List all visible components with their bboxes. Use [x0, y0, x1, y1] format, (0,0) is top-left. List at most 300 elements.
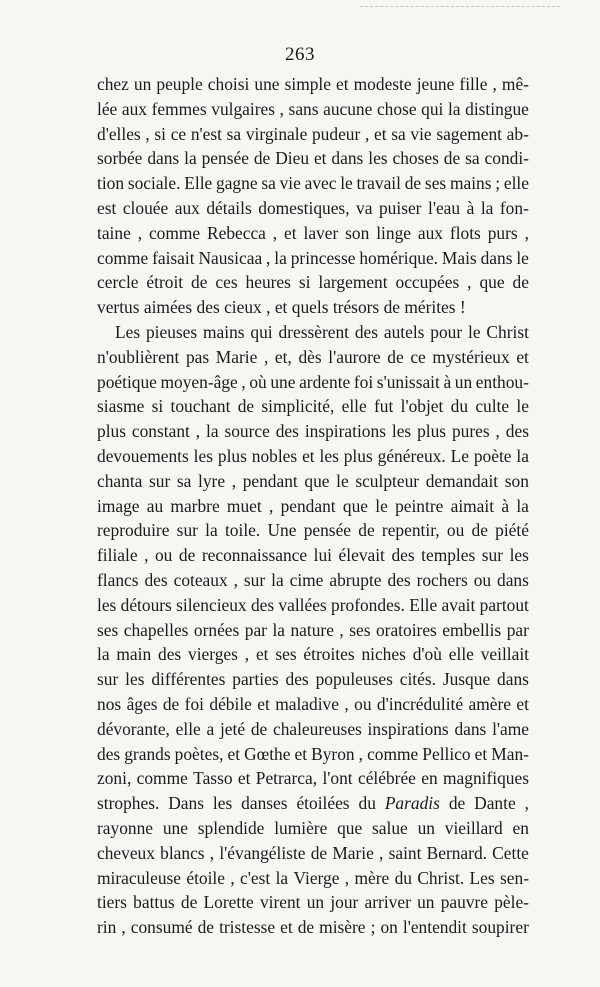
- word: Elle: [184, 173, 213, 194]
- word: sa: [261, 173, 276, 194]
- word: mérites: [404, 297, 456, 318]
- word: sur: [149, 470, 171, 491]
- word: piété: [495, 520, 529, 541]
- word: jeté: [219, 718, 246, 739]
- word: âges: [126, 693, 158, 714]
- word: de: [448, 793, 466, 814]
- word: Elle: [409, 594, 438, 615]
- page-body-text: [97, 72, 529, 940]
- word: Rebecca: [207, 222, 266, 243]
- word: sculpteur: [355, 470, 420, 491]
- word: travail: [356, 173, 401, 194]
- word: fut: [374, 396, 394, 417]
- word: Les: [469, 867, 495, 888]
- word: et: [516, 346, 529, 367]
- word: amère: [468, 693, 511, 714]
- word: sa: [226, 123, 242, 144]
- word: chaleureuses: [272, 718, 362, 739]
- word: Le: [450, 445, 469, 466]
- word: d'où: [412, 644, 442, 665]
- word: ,: [266, 247, 271, 268]
- word: lée: [97, 98, 118, 119]
- word: sans: [288, 98, 319, 119]
- word: l'ame: [492, 718, 529, 739]
- word: la: [274, 247, 287, 268]
- word: miraculeuse: [97, 867, 182, 888]
- word: ornées: [193, 619, 240, 640]
- word: occupées: [395, 272, 460, 293]
- word: virginale: [245, 123, 308, 144]
- word: siasme: [97, 396, 145, 417]
- word: et: [373, 123, 387, 144]
- word: dévorante,: [97, 718, 170, 739]
- word: lumière: [274, 817, 328, 838]
- word: gagne: [216, 173, 258, 194]
- word: à: [501, 495, 510, 516]
- text-line: [97, 667, 529, 692]
- word: de: [191, 272, 208, 293]
- word: ,: [137, 222, 143, 243]
- word: Gœthe: [244, 743, 291, 764]
- word: détours: [120, 594, 172, 615]
- word: et: [336, 74, 349, 94]
- word: les: [125, 669, 145, 690]
- word: choses: [392, 148, 439, 169]
- word: par: [506, 619, 529, 640]
- word: et: [227, 743, 241, 764]
- word: ce: [410, 346, 426, 367]
- word: le: [340, 173, 353, 194]
- word: ses: [275, 644, 297, 665]
- word: de: [310, 842, 328, 863]
- word: le: [516, 247, 529, 268]
- text-line: [97, 122, 529, 147]
- word: les: [368, 148, 388, 169]
- word: Christ: [486, 321, 529, 342]
- word: ,: [121, 917, 126, 938]
- word: muet: [226, 495, 262, 516]
- word: de: [383, 297, 400, 318]
- word: filiale: [97, 545, 138, 566]
- word: arriver: [364, 892, 411, 913]
- word: comme: [367, 743, 419, 764]
- word: célébrée: [357, 768, 416, 789]
- word: nobles: [251, 445, 298, 466]
- word: l'ont: [322, 768, 353, 789]
- word: pèle-: [494, 892, 529, 913]
- word: sa: [176, 470, 192, 491]
- word: étoile: [186, 867, 225, 888]
- word: poète: [473, 445, 512, 466]
- word: consumé: [130, 917, 193, 938]
- word: aux: [174, 197, 200, 218]
- word: pudeur: [311, 123, 361, 144]
- word: sociale.: [127, 173, 181, 194]
- word: les: [212, 793, 233, 814]
- word: cieux: [224, 297, 262, 318]
- word: danses: [241, 793, 288, 814]
- word: nos: [97, 693, 122, 714]
- word: ses: [349, 619, 371, 640]
- word: inspirations: [367, 718, 449, 739]
- word: partout: [479, 594, 529, 615]
- word: soupirer: [471, 917, 529, 938]
- word: pendant: [242, 470, 298, 491]
- word: chanta: [97, 470, 143, 491]
- text-line: [97, 742, 529, 767]
- text-line: [97, 692, 529, 717]
- word: ,: [279, 98, 284, 119]
- word: culte: [475, 396, 510, 417]
- word: son: [345, 222, 370, 243]
- word: pures: [451, 421, 490, 442]
- word: choisi: [207, 74, 250, 94]
- word: dans: [497, 669, 529, 690]
- word: dans: [147, 148, 180, 169]
- word: Paradis: [384, 793, 440, 814]
- word: temples: [421, 545, 476, 566]
- word: coteaux: [173, 569, 228, 590]
- word: des: [196, 297, 220, 318]
- word: l'entendit: [402, 917, 467, 938]
- text-line: [97, 270, 529, 295]
- word: l'évangéliste: [219, 842, 306, 863]
- word: Marie: [332, 842, 374, 863]
- word: par: [244, 619, 267, 640]
- word: poétique: [97, 371, 157, 392]
- word: plus: [343, 445, 373, 466]
- word: de: [443, 148, 461, 169]
- word: tiers: [97, 892, 127, 913]
- word: Cette: [492, 842, 529, 863]
- word: foi: [353, 371, 374, 392]
- word: flots: [449, 222, 481, 243]
- word: et: [237, 768, 251, 789]
- word: repentir,: [381, 520, 440, 541]
- word: homérique.: [359, 247, 439, 268]
- word: embellis: [442, 619, 502, 640]
- word: sa: [465, 148, 480, 169]
- word: Dante: [474, 793, 516, 814]
- word: Dans: [168, 793, 204, 814]
- word: foi: [184, 693, 204, 714]
- word: vie: [279, 173, 301, 194]
- word: en: [512, 817, 529, 838]
- word: débile: [209, 693, 252, 714]
- word: ;: [370, 917, 376, 938]
- word: enthou-: [475, 371, 529, 392]
- word: chose: [376, 98, 417, 119]
- word: tion: [97, 173, 125, 194]
- word: d'incrédulité: [376, 693, 464, 714]
- word: du: [358, 793, 376, 814]
- word: vallées: [278, 594, 327, 615]
- word: et,: [274, 346, 292, 367]
- word: saint: [388, 842, 422, 863]
- word: du: [450, 396, 469, 417]
- word: des: [250, 594, 275, 615]
- word: sur: [243, 569, 266, 590]
- word: et: [284, 222, 297, 243]
- word: et: [280, 917, 293, 938]
- word: ,: [339, 619, 344, 640]
- word: d'elles: [97, 123, 141, 144]
- word: et: [255, 644, 269, 665]
- word: ,: [266, 297, 271, 318]
- word: c'est: [240, 867, 271, 888]
- word: des: [158, 644, 182, 665]
- text-line: [97, 394, 529, 419]
- text-line: [97, 841, 529, 866]
- word: si: [151, 396, 164, 417]
- word: cercle: [97, 272, 139, 293]
- word: lui: [313, 545, 333, 566]
- word: un: [454, 371, 473, 392]
- word: la: [206, 421, 219, 442]
- word: Christ.: [417, 867, 465, 888]
- word: ce: [170, 123, 187, 144]
- word: chapelles: [123, 619, 189, 640]
- text-line: [97, 642, 529, 667]
- word: aucune: [323, 98, 373, 119]
- text-line: [97, 295, 529, 320]
- word: le: [468, 321, 481, 342]
- word: veillait: [480, 644, 529, 665]
- word: ,: [272, 222, 278, 243]
- word: de: [197, 917, 215, 938]
- word: de: [178, 545, 196, 566]
- word: domestiques,: [258, 197, 350, 218]
- word: une: [162, 817, 188, 838]
- word: s'unissait: [376, 371, 440, 392]
- word: trésors: [332, 297, 380, 318]
- word: l'eau: [427, 197, 461, 218]
- word: chez: [97, 74, 129, 94]
- text-line: [97, 320, 529, 345]
- word: mains: [449, 173, 492, 194]
- word: et: [313, 148, 327, 169]
- word: salue: [372, 817, 408, 838]
- text-line: [97, 717, 529, 742]
- word: sur: [481, 545, 504, 566]
- word: mystérieux: [432, 346, 510, 367]
- word: virent: [259, 892, 301, 913]
- word: aux: [417, 222, 444, 243]
- word: simple: [284, 74, 331, 94]
- word: la: [275, 867, 289, 888]
- word: étoilées: [296, 793, 350, 814]
- word: vulgaires: [211, 98, 275, 119]
- word: en: [421, 768, 438, 789]
- word: purs: [487, 222, 518, 243]
- word: élevait: [338, 545, 385, 566]
- text-line: [97, 766, 529, 791]
- word: des: [275, 421, 299, 442]
- word: pas: [185, 346, 210, 367]
- word: elle: [175, 718, 201, 739]
- word: peuple: [156, 74, 203, 94]
- word: comme: [148, 222, 201, 243]
- word: mê-: [501, 74, 529, 94]
- word: les: [509, 545, 529, 566]
- text-line: [97, 518, 529, 543]
- word: source: [224, 421, 270, 442]
- word: inspirations: [304, 421, 386, 442]
- word: la: [447, 98, 461, 119]
- text-line: [97, 196, 529, 221]
- word: un: [133, 74, 152, 94]
- word: elle: [503, 173, 529, 194]
- word: un: [417, 817, 435, 838]
- word: dans: [331, 148, 364, 169]
- word: une: [254, 74, 280, 94]
- word: aimées: [143, 297, 193, 318]
- word: ,: [144, 545, 149, 566]
- word: devouements: [97, 445, 189, 466]
- word: au: [146, 495, 164, 516]
- word: pieuses: [145, 321, 198, 342]
- text-line: [97, 915, 529, 940]
- word: un: [417, 892, 435, 913]
- word: grands: [124, 743, 171, 764]
- word: que: [342, 495, 368, 516]
- text-line: [97, 593, 529, 618]
- word: distingue: [465, 98, 529, 119]
- word: constant: [131, 421, 190, 442]
- word: ou: [473, 569, 492, 590]
- text-line: [97, 890, 529, 915]
- text-line: [97, 246, 529, 271]
- word: clouée: [122, 197, 169, 218]
- word: pendant: [280, 495, 336, 516]
- word: ,: [524, 222, 529, 243]
- word: les: [391, 421, 412, 442]
- word: détails: [206, 197, 252, 218]
- word: ,: [379, 842, 384, 863]
- word: le: [375, 495, 388, 516]
- word: n'oublièrent: [97, 346, 180, 367]
- word: princesse: [290, 247, 356, 268]
- word: ses: [424, 173, 447, 194]
- word: ,: [195, 421, 201, 442]
- word: ardente: [299, 371, 351, 392]
- word: Byron: [311, 743, 355, 764]
- word: ,: [524, 793, 529, 814]
- word: fon-: [499, 197, 529, 218]
- word: son: [504, 470, 529, 491]
- word: mère: [354, 867, 390, 888]
- word: plus: [97, 421, 126, 442]
- word: de: [162, 693, 180, 714]
- word: magnifiques: [443, 768, 529, 789]
- word: différentes: [151, 669, 226, 690]
- word: étroit: [146, 272, 184, 293]
- word: dans: [480, 247, 513, 268]
- word: ses: [97, 619, 119, 640]
- word: est: [97, 197, 117, 218]
- text-line: [97, 345, 529, 370]
- word: dressèrent: [278, 321, 349, 342]
- word: un: [306, 892, 325, 913]
- word: pensée: [303, 520, 352, 541]
- word: qui: [250, 321, 273, 342]
- word: de: [253, 148, 271, 169]
- word: la: [516, 445, 529, 466]
- word: ,: [364, 123, 370, 144]
- text-line: [97, 568, 529, 593]
- word: Petrarca,: [255, 768, 318, 789]
- word: ,: [244, 644, 250, 665]
- word: ,: [263, 346, 269, 367]
- word: quels: [291, 297, 329, 318]
- word: jeune: [416, 74, 455, 94]
- word: Jusque: [442, 669, 491, 690]
- word: Nausicaa: [198, 247, 263, 268]
- word: rochers: [416, 569, 468, 590]
- word: misère: [319, 917, 366, 938]
- text-line: [97, 419, 529, 444]
- word: zoni,: [97, 768, 132, 789]
- word: silencieux: [176, 594, 247, 615]
- word: tristesse: [219, 917, 276, 938]
- word: la: [516, 495, 529, 516]
- word: que: [479, 272, 505, 293]
- word: flancs: [97, 569, 139, 590]
- word: comme: [97, 247, 149, 268]
- word: Une: [267, 520, 297, 541]
- word: et: [294, 743, 308, 764]
- word: les: [97, 594, 117, 615]
- word: et: [474, 743, 488, 764]
- word: puiser: [378, 197, 422, 218]
- word: Vierge: [293, 867, 340, 888]
- word: ,: [492, 74, 497, 94]
- word: la: [271, 569, 284, 590]
- word: si: [298, 272, 311, 293]
- word: la: [272, 619, 286, 640]
- word: que: [304, 470, 330, 491]
- word: pour: [430, 321, 463, 342]
- word: ,: [358, 743, 364, 764]
- word: la: [97, 644, 110, 665]
- word: heures: [245, 272, 291, 293]
- word: Man-: [491, 743, 529, 764]
- word: jour: [330, 892, 359, 913]
- word: sorbée: [97, 148, 143, 169]
- word: largement: [318, 272, 388, 293]
- word: ,: [231, 470, 237, 491]
- word: que: [337, 817, 363, 838]
- word: et: [302, 445, 315, 466]
- word: linge: [376, 222, 411, 243]
- word: des: [391, 545, 415, 566]
- word: Marie: [215, 346, 258, 367]
- word: cités.: [399, 669, 436, 690]
- word: elle: [448, 644, 474, 665]
- word: peintre: [395, 495, 444, 516]
- word: plus: [417, 421, 447, 442]
- word: reconnaissance: [201, 545, 308, 566]
- word: ou: [446, 520, 465, 541]
- word: abrupte: [329, 569, 382, 590]
- word: vie: [410, 123, 432, 144]
- word: elle: [341, 396, 367, 417]
- text-line: [97, 370, 529, 395]
- word: maladive: [275, 693, 339, 714]
- word: aimait: [450, 495, 495, 516]
- text-line: [97, 816, 529, 841]
- word: de: [404, 173, 422, 194]
